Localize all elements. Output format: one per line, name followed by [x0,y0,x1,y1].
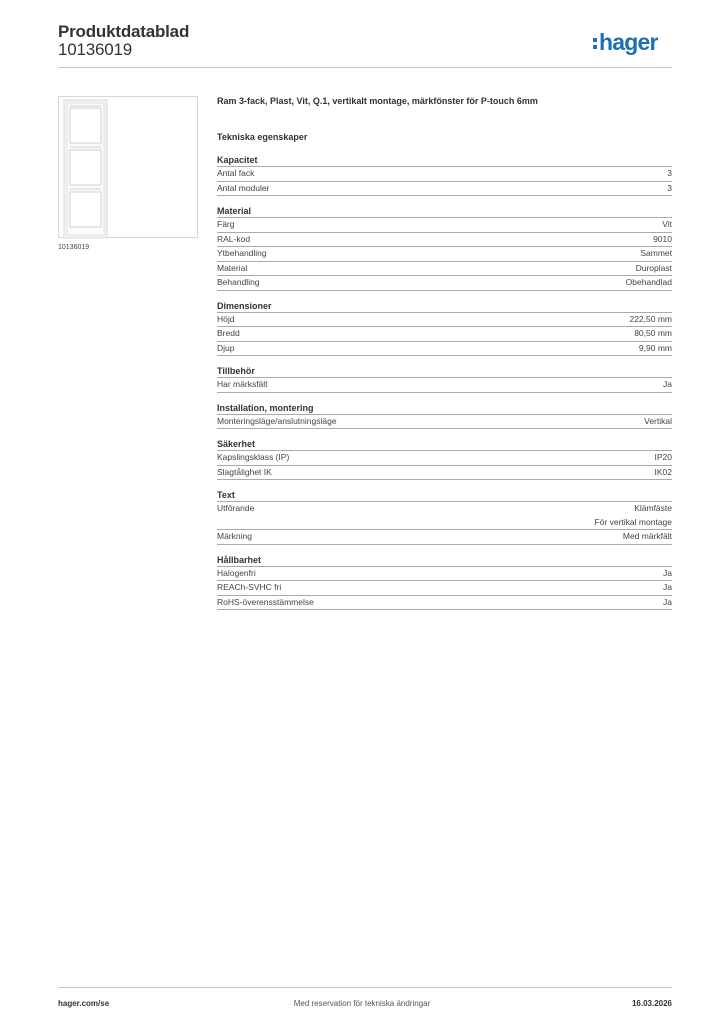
spec-value-line: 9,90 mm [638,342,672,353]
spec-row [217,415,672,430]
spec-value-line: Klämfäste [634,503,672,513]
spec-value-line: För vertikal montage [594,516,672,527]
spec-row [217,378,672,393]
spec-value [595,502,672,529]
spec-section [217,154,672,196]
spec-row [217,451,672,466]
spec-value [663,581,672,595]
spec-label: Höjd [217,313,235,324]
spec-value-line: Ja [663,567,672,578]
hager-logo [593,29,658,56]
spec-section [217,365,672,393]
spec-row [217,567,672,582]
spec-value [634,327,672,341]
spec-value-line: Obehandlad [625,277,672,287]
spec-value [636,262,672,276]
spec-row [217,313,672,328]
spec-row [217,247,672,262]
spec-value [663,567,672,581]
spec-value-line: Ja [663,596,672,607]
header-divider [58,67,672,68]
spec-value-line: IP20 [654,452,672,462]
product-description: Ram 3-fack, Plast, Vit, Q.1, vertikalt montage, märkfönster för P-touch 6mm [217,96,538,106]
spec-section [217,489,672,545]
logo-dots-icon [593,38,597,49]
spec-label: Halogenfri [217,567,256,578]
spec-value [663,378,672,392]
spec-section [217,438,672,480]
spec-value-line: Ja [663,582,672,592]
spec-value [663,596,672,610]
spec-label: Märkning [217,531,252,541]
spec-row [217,342,672,357]
footer-date: 16.03.2026 [631,999,672,1008]
footer-website[interactable]: hager.com/se [58,999,110,1008]
section-title: Säkerhet [217,438,672,451]
spec-label: Har märksfält [217,379,268,389]
product-image [58,96,198,238]
spec-value [667,182,672,196]
spec-value-line: Vit [662,219,672,229]
spec-value-line: IK02 [654,466,672,477]
spec-label: Ytbehandling [217,248,267,258]
section-title: Installation, montering [217,402,672,415]
spec-value-line: 80,50 mm [634,328,672,338]
section-title: Tillbehör [217,365,672,378]
spec-label: Utförande [217,503,255,513]
spec-label: Behandling [217,277,260,287]
spec-label: Slagtålighet IK [217,466,272,477]
spec-row [217,262,672,277]
section-title: Dimensioner [217,300,672,313]
spec-value [653,233,672,247]
spec-section [217,205,672,291]
spec-value [629,313,672,327]
spec-value [639,342,672,356]
footer-divider [58,987,672,988]
spec-label: Antal fack [217,168,255,178]
spec-label: REACh-SVHC fri [217,582,282,592]
image-caption: 10136019 [58,244,90,251]
spec-row [217,596,672,611]
spec-row [217,502,672,530]
spec-value [667,167,672,181]
spec-row [217,327,672,342]
spec-row [217,218,672,233]
spec-row [217,530,672,545]
spec-value-line: Ja [663,379,672,389]
spec-label: Bredd [217,328,240,338]
spec-section [217,402,672,430]
footer-disclaimer: Med reservation för tekniska ändringar [293,999,431,1008]
spec-value-line: Vertikal [644,415,672,426]
spec-row [217,581,672,596]
spec-label: RAL-kod [217,233,251,244]
spec-section [217,300,672,357]
spec-label: Antal moduler [217,182,270,193]
spec-section [217,554,672,611]
spec-label: Monteringsläge/anslutningsläge [217,415,337,426]
spec-label: Material [217,262,248,273]
spec-value-line: Duroplast [635,262,672,273]
spec-value-line: 9010 [653,233,672,244]
spec-value [640,247,672,261]
doc-title: Produktdatablad [58,22,190,41]
spec-row [217,233,672,248]
spec-value-line: 3 [667,168,672,178]
spec-subtitle: Tekniska egenskaper [217,132,308,142]
spec-label: Färg [217,219,235,229]
spec-label: Kapslingsklass (IP) [217,452,290,462]
spec-content [217,95,672,610]
spec-value [644,415,672,429]
spec-value [662,218,672,232]
doc-number: 10136019 [58,40,133,59]
spec-value [623,530,672,544]
spec-value-line: 3 [667,182,672,193]
spec-row [217,466,672,481]
spec-value [655,451,673,465]
spec-label: Djup [217,342,235,353]
frame-3-gang-vertical-icon [59,97,199,239]
spec-value [655,466,673,480]
spec-row [217,182,672,197]
section-title: Hållbarhet [217,554,672,567]
spec-row [217,167,672,182]
spec-value-line: 222,50 mm [629,313,672,324]
section-title: Text [217,489,672,502]
section-title: Kapacitet [217,154,672,167]
spec-value [626,276,672,290]
spec-row [217,276,672,291]
spec-label: RoHS-överensstämmelse [217,596,314,607]
spec-value-line: Med märkfält [622,531,672,541]
spec-value-line: Sammet [640,248,672,258]
section-title: Material [217,205,672,218]
logo-text: hager [599,29,658,55]
spec-sections [217,154,672,610]
